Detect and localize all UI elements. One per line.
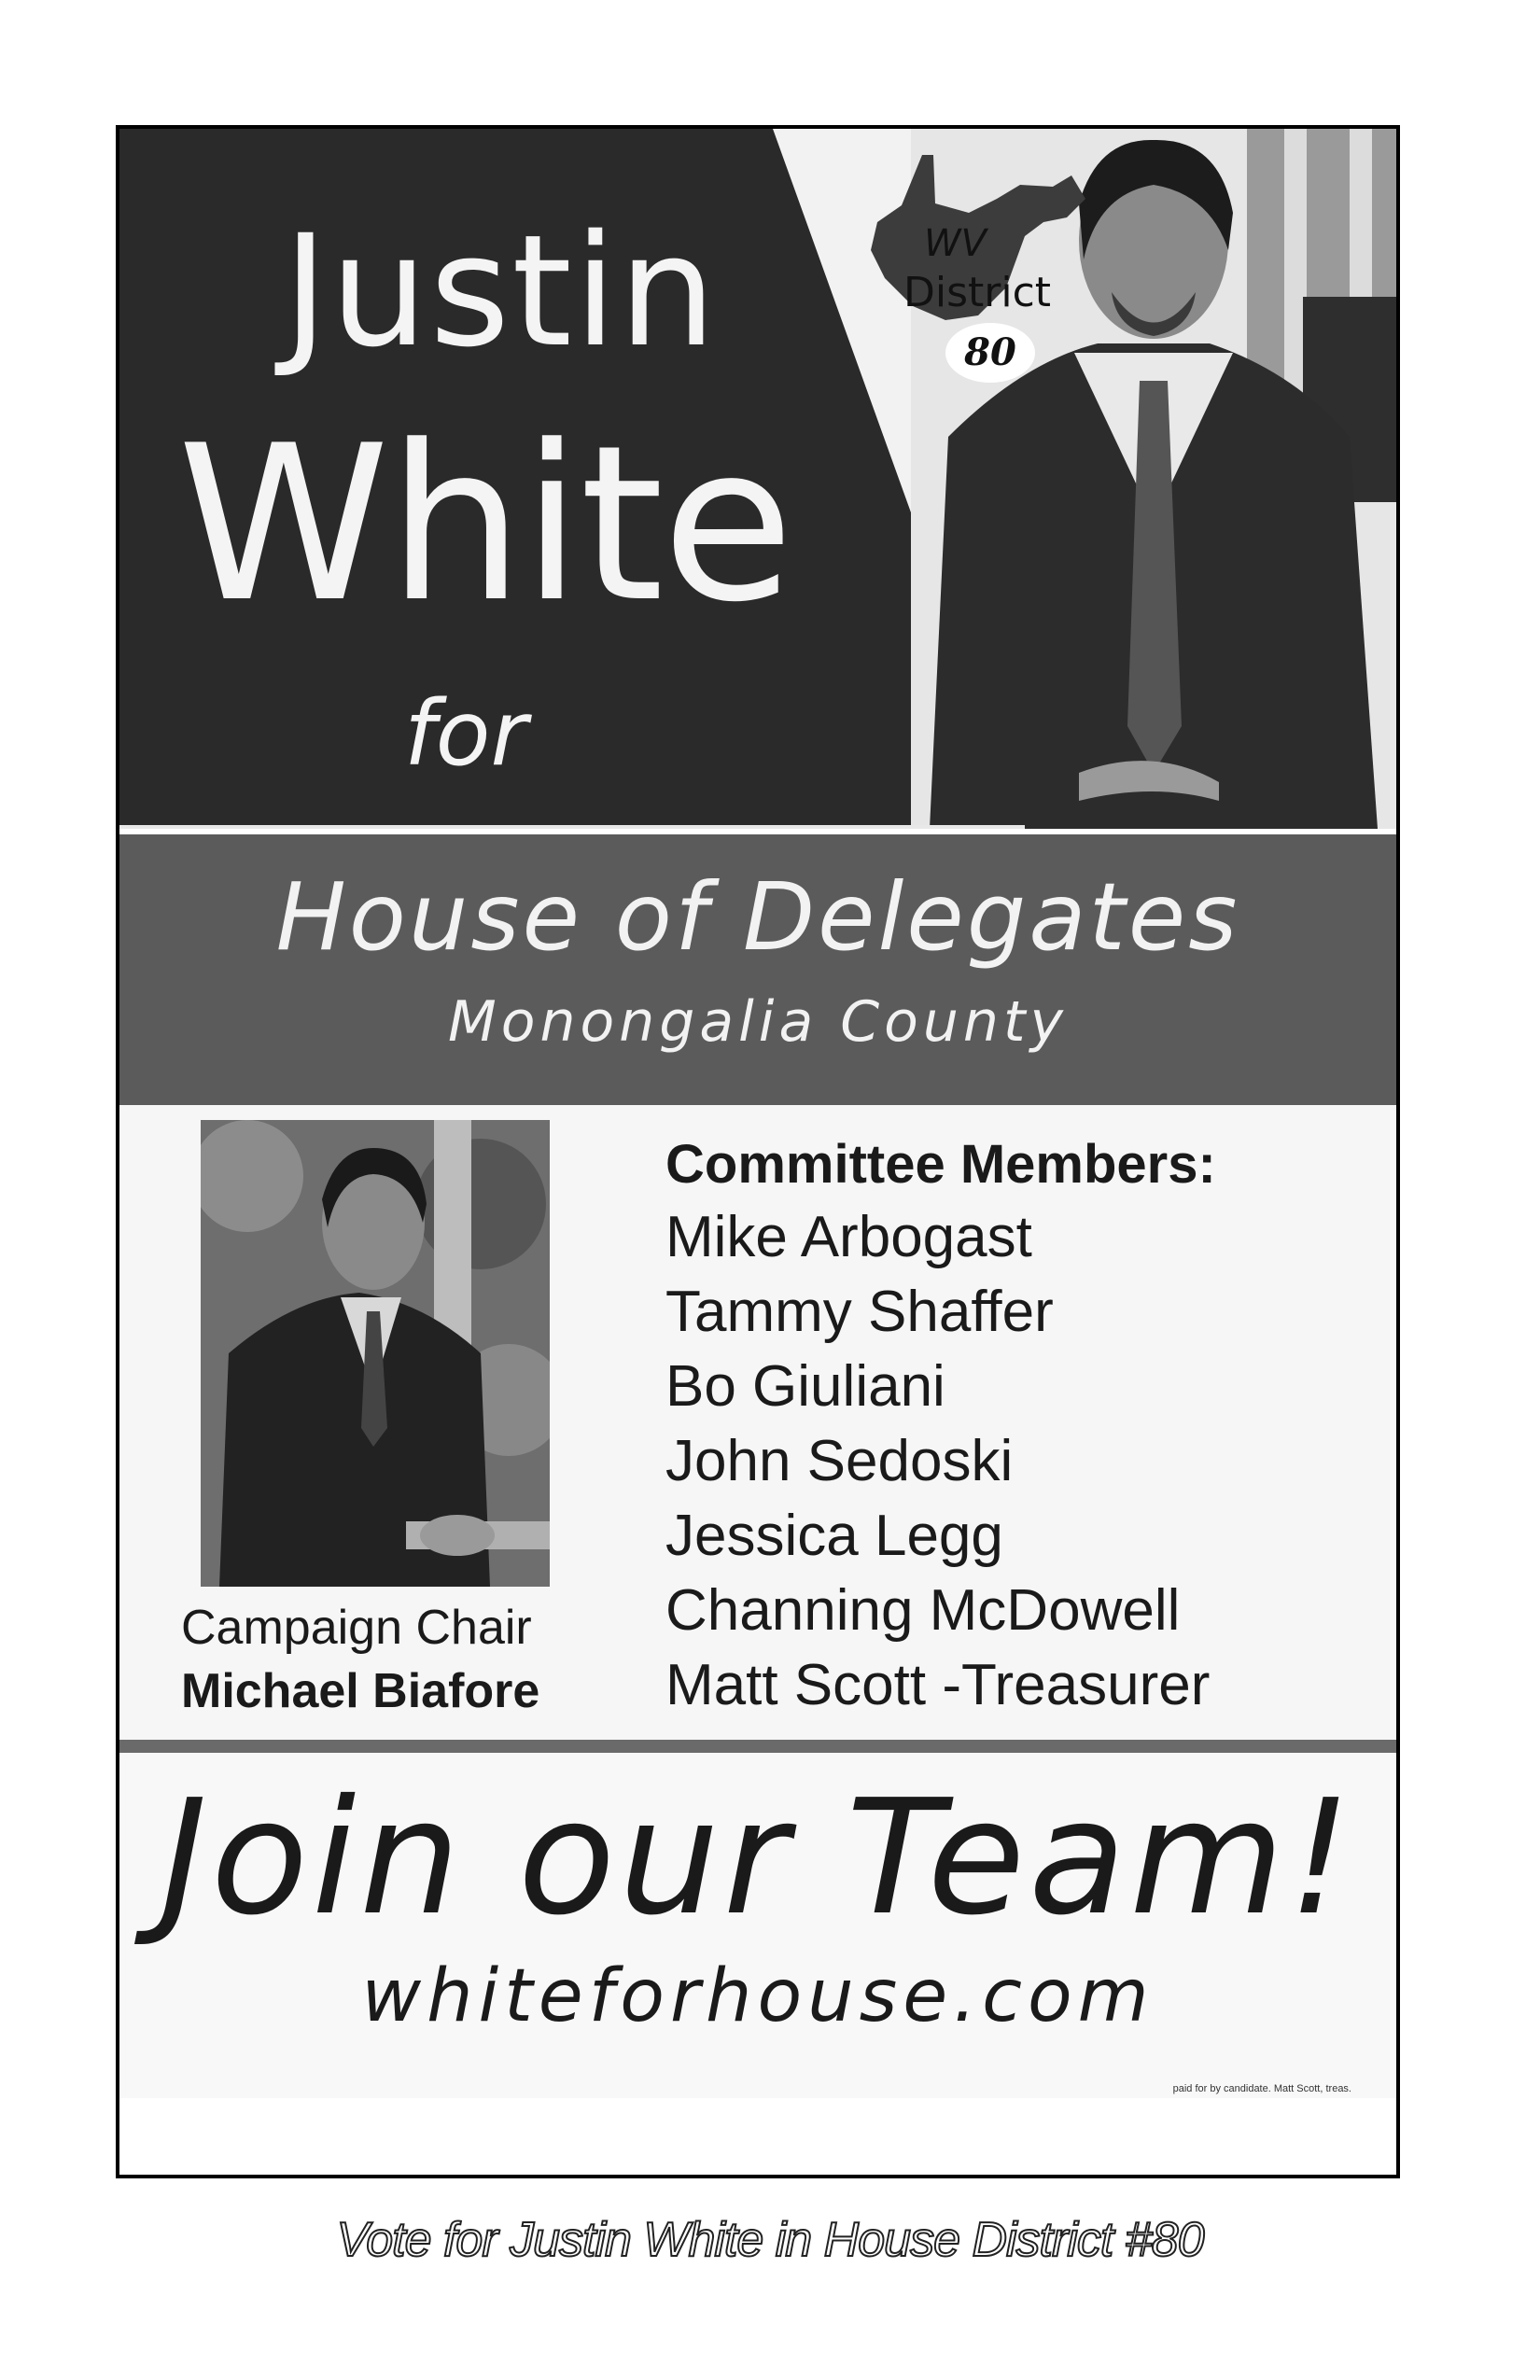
badge-district-number: 80: [945, 323, 1035, 383]
join-title: Join our Team!: [160, 1766, 1356, 1951]
committee-member: Bo Giuliani: [665, 1354, 945, 1419]
join-section: [119, 1753, 1396, 2098]
website-url[interactable]: whiteforhouse.com: [361, 1954, 1155, 2038]
chair-photo: [201, 1120, 550, 1587]
county-name: Monongalia County: [448, 989, 1068, 1055]
page-caption: Vote for Justin White in House District #80: [336, 2213, 1204, 2267]
candidate-first-name: Justin: [283, 202, 719, 381]
header-divider: [119, 825, 1025, 829]
office-band: [119, 834, 1396, 1105]
committee-member: John Sedoski: [665, 1429, 1014, 1493]
paid-for-note: paid for by candidate. Matt Scott, treas.: [1172, 2083, 1351, 2094]
committee-member: Channing McDowell: [665, 1578, 1181, 1643]
committee-member: Matt Scott -Treasurer: [665, 1653, 1211, 1717]
committee-list: [665, 1200, 1210, 1723]
badge-state: WV: [924, 222, 987, 265]
chair-role: Campaign Chair: [181, 1601, 532, 1655]
flyer-header: [119, 129, 1396, 829]
committee-member: Mike Arbogast: [665, 1205, 1032, 1269]
badge-district-word: District: [903, 269, 1052, 316]
committee-section: [119, 1105, 1396, 1740]
campaign-flyer: [116, 125, 1400, 2178]
committee-member: Jessica Legg: [665, 1504, 1003, 1568]
for-word: for: [404, 681, 527, 786]
committee-member: Tammy Shaffer: [665, 1280, 1054, 1344]
office-title: House of Delegates: [275, 862, 1240, 972]
candidate-last-name: White: [177, 400, 792, 650]
committee-heading: Committee Members:: [665, 1134, 1216, 1195]
chair-name: Michael Biafore: [181, 1664, 540, 1718]
section-divider: [119, 1740, 1396, 1753]
